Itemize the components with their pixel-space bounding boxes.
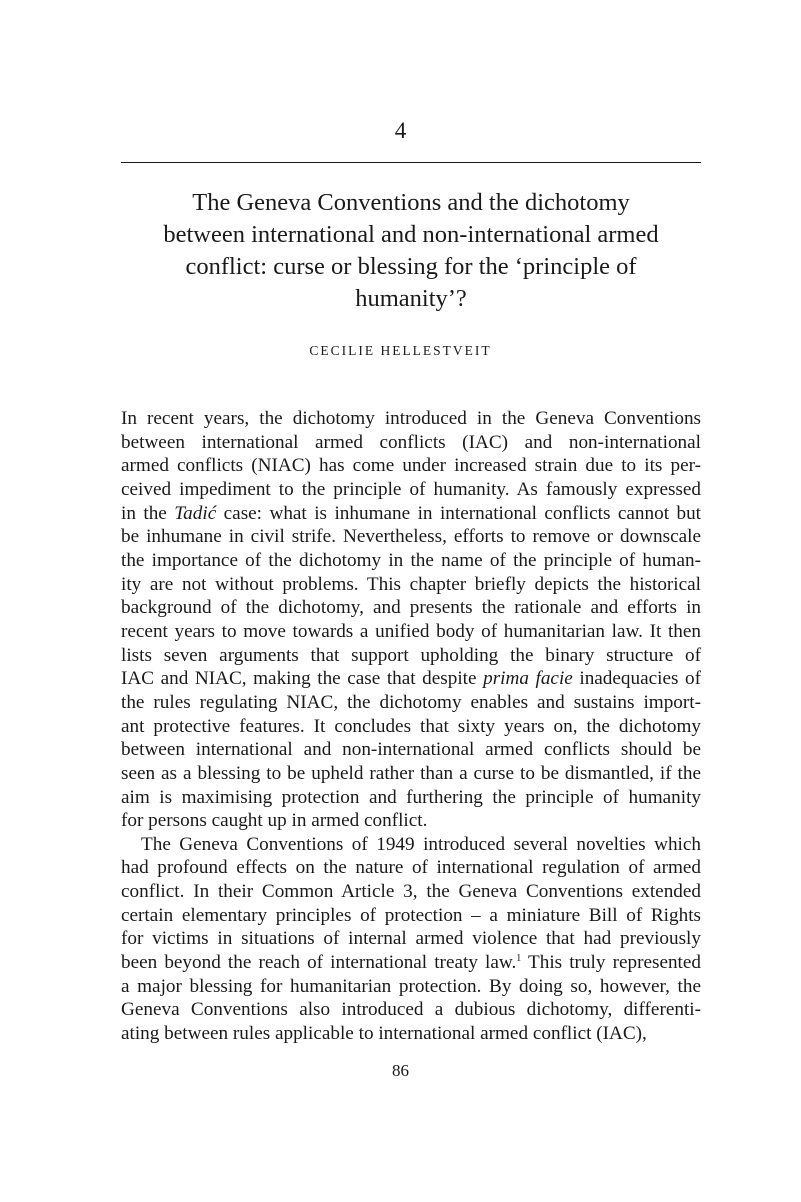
text-line: for victims in situations of internal armed violence that had previously: [121, 928, 701, 950]
body-paragraph: [121, 833, 701, 1046]
text-line: conflict. In their Common Article 3, the Geneva Conventions extended: [121, 881, 701, 903]
text-line: a major blessing for humanitarian protection. By doing so, however, the: [121, 975, 701, 997]
chapter-title-line: humanity’?: [355, 285, 467, 312]
text-line: between international and non-international armed conflicts should be: [121, 739, 701, 761]
chapter-title: [121, 187, 701, 315]
text-line: seen as a blessing to be upheld rather than a curse to be dismantled, if the: [121, 762, 701, 784]
text-line: for persons caught up in armed conflict.: [121, 810, 428, 832]
text-line: certain elementary principles of protection – a miniature Bill of Rights: [121, 904, 701, 926]
text-line: between international armed conflicts (IAC) and non-international: [121, 431, 701, 453]
text-line: ceived impediment to the principle of humanity. As famously expressed: [121, 478, 701, 500]
text-line: Geneva Conventions also introduced a dubious dichotomy, differenti-: [121, 999, 701, 1021]
page-number: 86: [392, 1061, 409, 1080]
text-line: background of the dichotomy, and presents the rationale and efforts in: [121, 597, 701, 619]
italic-term: Tadić: [174, 502, 217, 524]
text-line: aim is maximising protection and furthering the principle of humanity: [121, 786, 701, 808]
chapter-title-line: between international and non-international armed: [163, 221, 659, 248]
text-line: In recent years, the dichotomy introduced in the Geneva Conventions: [121, 408, 701, 429]
text-line: had profound effects on the nature of international regulation of armed: [121, 857, 701, 879]
text-line: ity are not without problems. This chapter briefly depicts the historical: [121, 573, 701, 595]
text-line: ating between rules applicable to international armed conflict (IAC),: [121, 1023, 647, 1045]
text-line: lists seven arguments that support upholding the binary structure of: [121, 644, 701, 666]
text-line: the rules regulating NIAC, the dichotomy enables and sustains import-: [121, 691, 701, 713]
footnote-marker[interactable]: 1: [516, 953, 522, 965]
chapter-author: CECILIE HELLESTVEIT: [309, 343, 492, 358]
chapter-title-line: conflict: curse or blessing for the ‘principle of: [185, 253, 637, 280]
text-line: ant protective features. It concludes that sixty years on, the dichotomy: [121, 715, 701, 737]
abstract-paragraph: [121, 407, 701, 833]
text-line: armed conflicts (NIAC) has come under increased strain due to its per-: [121, 455, 701, 477]
text-line: recent years to move towards a unified body of humanitarian law. It then: [121, 620, 701, 642]
text-line: the importance of the dichotomy in the name of the principle of human-: [121, 549, 701, 571]
text-line: be inhumane in civil strife. Nevertheless, efforts to remove or downscale: [121, 526, 701, 548]
text-line: been beyond the reach of international treaty law.$^1$ This truly represented: [121, 952, 701, 974]
text-line: in the Tadić case: what is inhumane in international conflicts cannot but: [121, 502, 701, 524]
chapter-title-line: The Geneva Conventions and the dichotomy: [192, 189, 630, 216]
chapter-body: [121, 407, 701, 1046]
chapter-number: 4: [394, 118, 407, 143]
text-line: IAC and NIAC, making the case that despite prima facie inadequacies of: [121, 668, 701, 690]
chapter-rule: [121, 162, 701, 163]
italic-term: prima facie: [483, 668, 573, 690]
text-line: The Geneva Conventions of 1949 introduced several novelties which: [141, 833, 701, 855]
